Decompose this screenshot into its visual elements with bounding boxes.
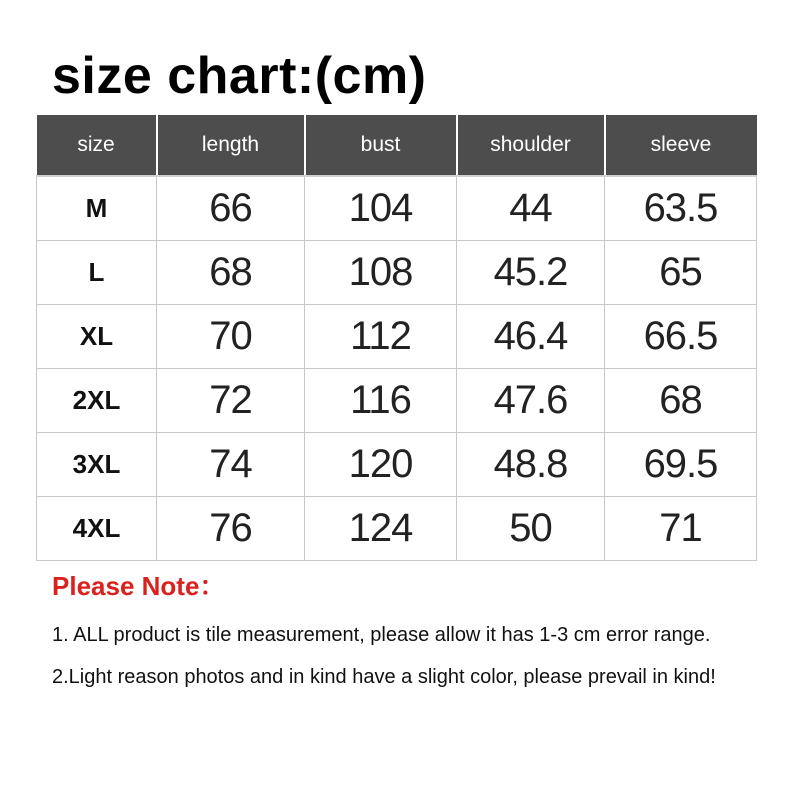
shoulder-cell: 48.8 bbox=[457, 433, 605, 497]
sleeve-cell: 68 bbox=[605, 369, 757, 433]
size-cell: 2XL bbox=[37, 369, 157, 433]
table-row bbox=[37, 497, 757, 561]
note-item: 2.Light reason photos and in kind have a slight color, please prevail in kind! bbox=[52, 666, 716, 688]
length-cell: 70 bbox=[157, 305, 305, 369]
size-cell: 3XL bbox=[37, 433, 157, 497]
shoulder-cell: 45.2 bbox=[457, 241, 605, 305]
note-list bbox=[52, 614, 782, 698]
column-header-length: length bbox=[157, 115, 305, 176]
sleeve-cell: 69.5 bbox=[605, 433, 757, 497]
size-chart-table bbox=[36, 115, 757, 561]
note-heading: Please Note： bbox=[52, 571, 226, 601]
bust-cell: 112 bbox=[305, 305, 457, 369]
bust-cell: 108 bbox=[305, 241, 457, 305]
length-cell: 76 bbox=[157, 497, 305, 561]
sleeve-cell: 65 bbox=[605, 241, 757, 305]
page-title: size chart:(cm) bbox=[52, 47, 427, 105]
length-cell: 66 bbox=[157, 176, 305, 241]
table-row bbox=[37, 433, 757, 497]
shoulder-cell: 44 bbox=[457, 176, 605, 241]
sleeve-cell: 63.5 bbox=[605, 176, 757, 241]
size-cell: 4XL bbox=[37, 497, 157, 561]
column-header-shoulder: shoulder bbox=[457, 115, 605, 176]
length-cell: 74 bbox=[157, 433, 305, 497]
column-header-sleeve: sleeve bbox=[605, 115, 757, 176]
shoulder-cell: 47.6 bbox=[457, 369, 605, 433]
bust-cell: 104 bbox=[305, 176, 457, 241]
bust-cell: 120 bbox=[305, 433, 457, 497]
size-cell: L bbox=[37, 241, 157, 305]
column-header-size: size bbox=[37, 115, 157, 176]
note-item: 1. ALL product is tile measurement, please allow it has 1-3 cm error range. bbox=[52, 624, 711, 646]
length-cell: 72 bbox=[157, 369, 305, 433]
length-cell: 68 bbox=[157, 241, 305, 305]
shoulder-cell: 46.4 bbox=[457, 305, 605, 369]
table-row bbox=[37, 369, 757, 433]
shoulder-cell: 50 bbox=[457, 497, 605, 561]
sleeve-cell: 66.5 bbox=[605, 305, 757, 369]
bust-cell: 124 bbox=[305, 497, 457, 561]
size-cell: M bbox=[37, 176, 157, 241]
sleeve-cell: 71 bbox=[605, 497, 757, 561]
table-row bbox=[37, 305, 757, 369]
table-header-row bbox=[37, 115, 757, 176]
column-header-bust: bust bbox=[305, 115, 457, 176]
table-row bbox=[37, 241, 757, 305]
size-cell: XL bbox=[37, 305, 157, 369]
table-row bbox=[37, 176, 757, 241]
bust-cell: 116 bbox=[305, 369, 457, 433]
